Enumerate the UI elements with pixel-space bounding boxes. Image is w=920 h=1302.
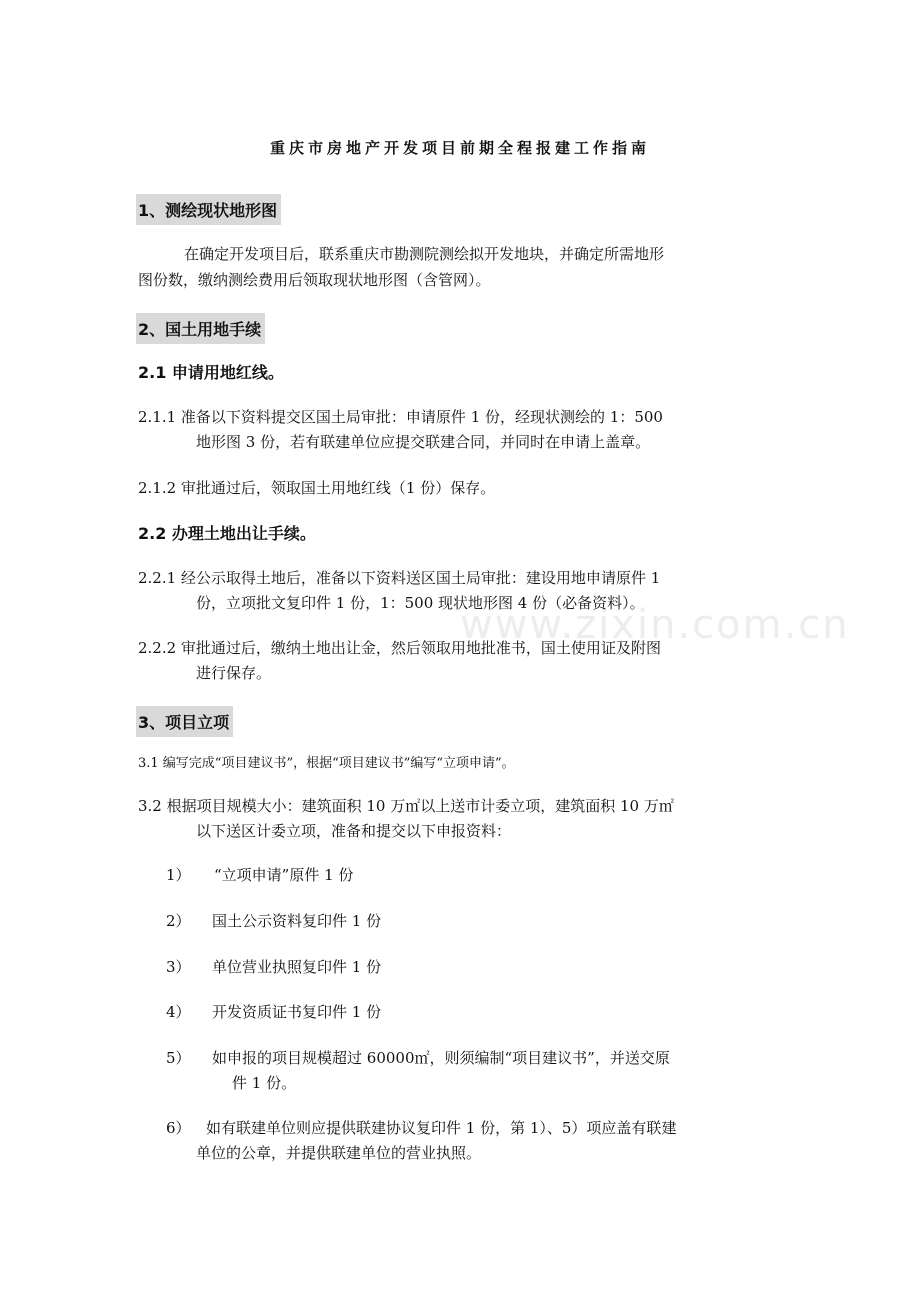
list-item-2-number: 2） bbox=[166, 912, 191, 930]
list-item-2-text: 国土公示资料复印件 1 份 bbox=[212, 912, 382, 930]
watermark-text: www.zixin.com.cn bbox=[460, 602, 850, 648]
section-2-heading: 2、国土用地手续 bbox=[136, 313, 265, 344]
list-item-4-text: 开发资质证书复印件 1 份 bbox=[212, 1003, 382, 1021]
item-2-1-2: 2.1.2 审批通过后，领取国土用地红线（1 份）保存。 bbox=[138, 479, 496, 497]
list-item-5-text-line-1: 如申报的项目规模超过 60000㎡，则须编制“项目建议书”，并送交原 bbox=[212, 1049, 670, 1067]
list-item-6-number: 6） bbox=[166, 1119, 191, 1137]
item-2-2-2-line-2: 进行保存。 bbox=[196, 664, 272, 682]
list-item-3-text: 单位营业执照复印件 1 份 bbox=[212, 958, 382, 976]
list-item-3-number: 3） bbox=[166, 958, 191, 976]
item-3-1: 3.1 编写完成“项目建议书”，根据“项目建议书”编写“立项申请”。 bbox=[138, 756, 515, 771]
item-2-1-1-line-1: 2.1.1 准备以下资料提交区国土局审批：申请原件 1 份，经现状测绘的 1：500 bbox=[138, 408, 663, 426]
item-2-2-1-line-1: 2.2.1 经公示取得土地后，准备以下资料送区国土局审批：建设用地申请原件 1 bbox=[138, 569, 661, 587]
item-2-2-1-line-2: 份，立项批文复印件 1 份，1：500 现状地形图 4 份（必备资料）。 bbox=[196, 594, 645, 612]
item-3-2-line-2: 以下送区计委立项，准备和提交以下申报资料： bbox=[196, 822, 512, 840]
list-item-6-text-line-1: 如有联建单位则应提供联建协议复印件 1 份，第 1）、5）项应盖有联建 bbox=[206, 1119, 677, 1137]
item-2-1-1-line-2: 地形图 3 份，若有联建单位应提交联建合同，并同时在申请上盖章。 bbox=[196, 433, 651, 451]
subsection-2-1-heading: 2.1 申请用地红线。 bbox=[138, 363, 284, 382]
list-item-4-number: 4） bbox=[166, 1003, 191, 1021]
item-3-2-line-1: 3.2 根据项目规模大小：建筑面积 10 万㎡以上送市计委立项，建筑面积 10 万㎡ bbox=[138, 797, 674, 815]
list-item-5-number: 5） bbox=[166, 1049, 191, 1067]
section-3-heading: 3、项目立项 bbox=[136, 706, 233, 737]
section-1-paragraph-line-1: 在确定开发项目后，联系重庆市勘测院测绘拟开发地块，并确定所需地形 bbox=[184, 245, 665, 263]
section-1-heading: 1、测绘现状地形图 bbox=[136, 194, 281, 225]
item-2-2-2-line-1: 2.2.2 审批通过后，缴纳土地出让金，然后领取用地批准书，国土使用证及附图 bbox=[138, 639, 661, 657]
list-item-5-text-line-2: 件 1 份。 bbox=[232, 1074, 297, 1092]
list-item-1-number: 1） bbox=[166, 866, 191, 884]
section-1-paragraph-line-2: 图份数，缴纳测绘费用后领取现状地形图（含管网）。 bbox=[138, 271, 491, 289]
list-item-1-text: “立项申请”原件 1 份 bbox=[214, 866, 354, 884]
list-item-6-text-line-2: 单位的公章，并提供联建单位的营业执照。 bbox=[196, 1144, 482, 1162]
document-title: 重庆市房地产开发项目前期全程报建工作指南 bbox=[269, 139, 650, 157]
subsection-2-2-heading: 2.2 办理土地出让手续。 bbox=[138, 524, 316, 543]
